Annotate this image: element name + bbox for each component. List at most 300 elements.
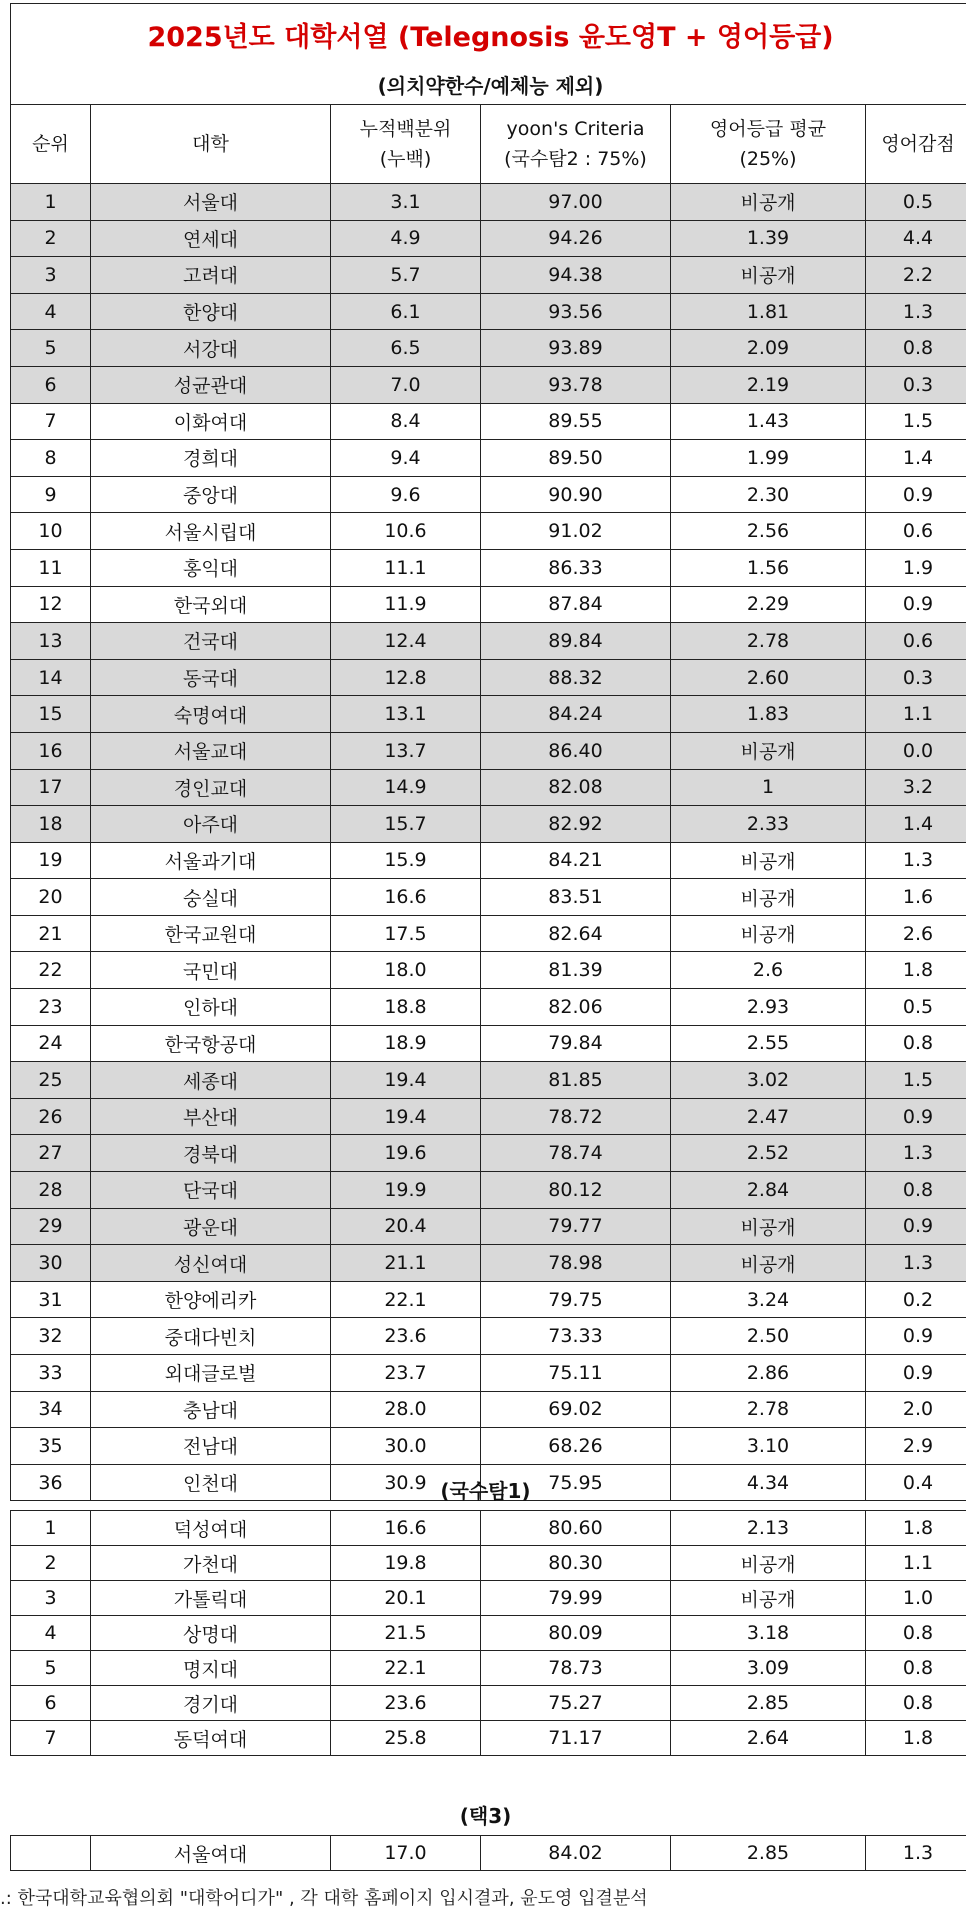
english-grade-cell: 1.43: [671, 403, 866, 440]
rank-cell: 28: [11, 1172, 91, 1209]
university-cell: 한국외대: [91, 586, 331, 623]
criteria-cell: 84.21: [481, 842, 671, 879]
rank-cell: 10: [11, 513, 91, 550]
header-pct-line2: (누백): [379, 148, 432, 170]
english-deduction-cell: 1.3: [866, 293, 966, 330]
university-cell: 경북대: [91, 1135, 331, 1172]
criteria-cell: 75.27: [481, 1686, 671, 1721]
percentile-cell: 5.7: [331, 257, 481, 294]
table-row: [11, 623, 966, 660]
english-grade-cell: 2.6: [671, 952, 866, 989]
university-cell: 단국대: [91, 1172, 331, 1209]
rank-cell: 9: [11, 476, 91, 513]
percentile-cell: 9.6: [331, 476, 481, 513]
percentile-cell: 7.0: [331, 366, 481, 403]
university-cell: 한국항공대: [91, 1025, 331, 1062]
english-deduction-cell: 1.5: [866, 1062, 966, 1099]
section3-table: [10, 1835, 966, 1871]
percentile-cell: 18.9: [331, 1025, 481, 1062]
university-cell: 동국대: [91, 659, 331, 696]
university-cell: 고려대: [91, 257, 331, 294]
table-row: [11, 879, 966, 916]
rank-cell: 34: [11, 1391, 91, 1428]
university-cell: 광운대: [91, 1208, 331, 1245]
university-cell: 상명대: [91, 1616, 331, 1651]
university-cell: 경기대: [91, 1686, 331, 1721]
table-row: [11, 1281, 966, 1318]
english-deduction-cell: 1.9: [866, 549, 966, 586]
criteria-cell: 89.84: [481, 623, 671, 660]
english-grade-cell: 비공개: [671, 732, 866, 769]
english-grade-cell: 비공개: [671, 1581, 866, 1616]
english-grade-cell: 2.13: [671, 1511, 866, 1546]
table-row: [11, 1208, 966, 1245]
university-cell: 성신여대: [91, 1245, 331, 1282]
criteria-cell: 93.56: [481, 293, 671, 330]
university-cell: 부산대: [91, 1098, 331, 1135]
criteria-cell: 78.73: [481, 1651, 671, 1686]
university-cell: 경인교대: [91, 769, 331, 806]
english-deduction-cell: 0.0: [866, 732, 966, 769]
criteria-cell: 83.51: [481, 879, 671, 916]
criteria-cell: 78.98: [481, 1245, 671, 1282]
criteria-cell: 82.06: [481, 989, 671, 1026]
source-note: .: 한국대학교육협의회 "대학어디가" , 각 대학 홈페이지 입시결과, 윤도영 입결분석: [0, 1888, 648, 1909]
criteria-cell: 84.02: [481, 1836, 671, 1871]
criteria-cell: 93.89: [481, 330, 671, 367]
english-grade-cell: 2.60: [671, 659, 866, 696]
english-grade-cell: 2.84: [671, 1172, 866, 1209]
header-pct-line1: 누적백분위: [359, 118, 452, 140]
university-cell: 인하대: [91, 989, 331, 1026]
rank-cell: 31: [11, 1281, 91, 1318]
table-row: [11, 330, 966, 367]
percentile-cell: 15.9: [331, 842, 481, 879]
english-deduction-cell: 1.3: [866, 1135, 966, 1172]
rank-cell: 6: [11, 366, 91, 403]
university-cell: 인천대: [91, 1464, 331, 1501]
rank-cell: 23: [11, 989, 91, 1026]
criteria-cell: 79.77: [481, 1208, 671, 1245]
english-deduction-cell: 0.4: [866, 1464, 966, 1501]
rank-cell: 1: [11, 184, 91, 221]
table-row: [11, 1135, 966, 1172]
rank-cell: 25: [11, 1062, 91, 1099]
english-deduction-cell: 4.4: [866, 220, 966, 257]
english-grade-cell: 2.30: [671, 476, 866, 513]
header-cumulative-percentile: [331, 105, 481, 184]
percentile-cell: 25.8: [331, 1721, 481, 1756]
criteria-cell: 78.72: [481, 1098, 671, 1135]
rank-cell: 12: [11, 586, 91, 623]
table-row: [11, 1651, 966, 1686]
rank-cell: 3: [11, 1581, 91, 1616]
rank-cell: 30: [11, 1245, 91, 1282]
english-grade-cell: 비공개: [671, 1208, 866, 1245]
table-row: [11, 806, 966, 843]
criteria-cell: 82.92: [481, 806, 671, 843]
table-row: [11, 1546, 966, 1581]
rank-cell: 6: [11, 1686, 91, 1721]
percentile-cell: 20.1: [331, 1581, 481, 1616]
table-row: [11, 1616, 966, 1651]
english-deduction-cell: 0.2: [866, 1281, 966, 1318]
criteria-cell: 80.09: [481, 1616, 671, 1651]
english-deduction-cell: 0.8: [866, 1172, 966, 1209]
rank-cell: 21: [11, 915, 91, 952]
university-cell: 아주대: [91, 806, 331, 843]
percentile-cell: 30.0: [331, 1428, 481, 1465]
percentile-cell: 23.6: [331, 1318, 481, 1355]
table-row: [11, 549, 966, 586]
university-cell: 가톨릭대: [91, 1581, 331, 1616]
university-cell: 숭실대: [91, 879, 331, 916]
rank-cell: 4: [11, 293, 91, 330]
english-deduction-cell: 2.2: [866, 257, 966, 294]
table-row: [11, 842, 966, 879]
table-row: [11, 184, 966, 221]
university-cell: 충남대: [91, 1391, 331, 1428]
criteria-cell: 79.99: [481, 1581, 671, 1616]
english-deduction-cell: 1.8: [866, 1511, 966, 1546]
english-deduction-cell: 1.4: [866, 806, 966, 843]
percentile-cell: 6.5: [331, 330, 481, 367]
criteria-cell: 71.17: [481, 1721, 671, 1756]
english-deduction-cell: 1.1: [866, 1546, 966, 1581]
english-deduction-cell: 0.9: [866, 1355, 966, 1392]
criteria-cell: 88.32: [481, 659, 671, 696]
english-deduction-cell: 0.8: [866, 1616, 966, 1651]
table-row: [11, 366, 966, 403]
english-grade-cell: 2.55: [671, 1025, 866, 1062]
table-row: [11, 989, 966, 1026]
university-cell: 홍익대: [91, 549, 331, 586]
percentile-cell: 22.1: [331, 1651, 481, 1686]
rank-cell: 35: [11, 1428, 91, 1465]
english-deduction-cell: 0.9: [866, 1098, 966, 1135]
english-deduction-cell: 1.0: [866, 1581, 966, 1616]
percentile-cell: 18.8: [331, 989, 481, 1026]
rank-cell: 27: [11, 1135, 91, 1172]
page-title: 2025년도 대학서열 (Telegnosis 윤도영T + 영어등급): [11, 4, 966, 65]
percentile-cell: 10.6: [331, 513, 481, 550]
criteria-cell: 81.39: [481, 952, 671, 989]
percentile-cell: 9.4: [331, 440, 481, 477]
english-deduction-cell: 0.9: [866, 586, 966, 623]
rank-cell: 14: [11, 659, 91, 696]
english-grade-cell: 2.19: [671, 366, 866, 403]
english-grade-cell: 4.34: [671, 1464, 866, 1501]
university-cell: 명지대: [91, 1651, 331, 1686]
table-row: [11, 1686, 966, 1721]
english-deduction-cell: 0.6: [866, 623, 966, 660]
english-grade-cell: 1.56: [671, 549, 866, 586]
english-grade-cell: 1.99: [671, 440, 866, 477]
criteria-cell: 78.74: [481, 1135, 671, 1172]
percentile-cell: 21.5: [331, 1616, 481, 1651]
english-grade-cell: 2.56: [671, 513, 866, 550]
header-university: 대학: [91, 105, 331, 184]
english-grade-cell: 2.52: [671, 1135, 866, 1172]
rank-cell: 7: [11, 1721, 91, 1756]
english-deduction-cell: 1.3: [866, 1836, 966, 1871]
table-row: [11, 1245, 966, 1282]
english-grade-cell: 2.78: [671, 623, 866, 660]
criteria-cell: 80.60: [481, 1511, 671, 1546]
university-cell: 한양대: [91, 293, 331, 330]
table-row: [11, 1355, 966, 1392]
criteria-cell: 79.84: [481, 1025, 671, 1062]
english-deduction-cell: 0.9: [866, 1208, 966, 1245]
criteria-cell: 69.02: [481, 1391, 671, 1428]
table-row: [11, 1511, 966, 1546]
university-cell: 가천대: [91, 1546, 331, 1581]
percentile-cell: 19.4: [331, 1062, 481, 1099]
rank-cell: 16: [11, 732, 91, 769]
rank-cell: 4: [11, 1616, 91, 1651]
english-deduction-cell: 2.0: [866, 1391, 966, 1428]
rank-cell: 5: [11, 330, 91, 367]
english-grade-cell: 2.85: [671, 1686, 866, 1721]
english-grade-cell: 2.86: [671, 1355, 866, 1392]
header-rank: 순위: [11, 105, 91, 184]
table-row: [11, 513, 966, 550]
university-cell: 서울시립대: [91, 513, 331, 550]
percentile-cell: 11.1: [331, 549, 481, 586]
english-deduction-cell: 1.8: [866, 952, 966, 989]
header-eng-line1: 영어등급 평균: [709, 118, 827, 140]
header-crit-line1: yoon's Criteria: [506, 118, 645, 140]
university-cell: 한국교원대: [91, 915, 331, 952]
rank-cell: 11: [11, 549, 91, 586]
criteria-cell: 82.08: [481, 769, 671, 806]
table-row: [11, 1318, 966, 1355]
table-row: [11, 1721, 966, 1756]
percentile-cell: 23.6: [331, 1686, 481, 1721]
university-cell: 덕성여대: [91, 1511, 331, 1546]
criteria-cell: 97.00: [481, 184, 671, 221]
rank-cell: 5: [11, 1651, 91, 1686]
table-row: [11, 659, 966, 696]
english-grade-cell: 비공개: [671, 1546, 866, 1581]
english-deduction-cell: 0.8: [866, 330, 966, 367]
english-deduction-cell: 0.9: [866, 1318, 966, 1355]
university-cell: 동덕여대: [91, 1721, 331, 1756]
table-row: [11, 586, 966, 623]
percentile-cell: 22.1: [331, 1281, 481, 1318]
section2-table: [10, 1510, 966, 1756]
english-deduction-cell: 0.9: [866, 476, 966, 513]
university-cell: 중대다빈치: [91, 1318, 331, 1355]
rank-cell: 1: [11, 1511, 91, 1546]
english-grade-cell: 비공개: [671, 184, 866, 221]
percentile-cell: 4.9: [331, 220, 481, 257]
percentile-cell: 8.4: [331, 403, 481, 440]
criteria-cell: 94.38: [481, 257, 671, 294]
table-row: [11, 1581, 966, 1616]
percentile-cell: 12.8: [331, 659, 481, 696]
header-eng-line2: (25%): [739, 148, 797, 170]
english-grade-cell: 비공개: [671, 915, 866, 952]
rank-cell: 15: [11, 696, 91, 733]
english-grade-cell: 2.33: [671, 806, 866, 843]
percentile-cell: 13.1: [331, 696, 481, 733]
section-title-choose3: (택3): [459, 1804, 512, 1828]
english-grade-cell: 3.18: [671, 1616, 866, 1651]
university-cell: 서울대: [91, 184, 331, 221]
rank-cell: 13: [11, 623, 91, 660]
english-deduction-cell: 1.3: [866, 842, 966, 879]
rank-cell: [11, 1836, 91, 1871]
table-row: [11, 1025, 966, 1062]
table-row: [11, 915, 966, 952]
english-grade-cell: 2.78: [671, 1391, 866, 1428]
percentile-cell: 28.0: [331, 1391, 481, 1428]
percentile-cell: 19.4: [331, 1098, 481, 1135]
rank-cell: 3: [11, 257, 91, 294]
english-grade-cell: 2.29: [671, 586, 866, 623]
table-row: [11, 440, 966, 477]
english-grade-cell: 2.50: [671, 1318, 866, 1355]
rank-cell: 7: [11, 403, 91, 440]
percentile-cell: 20.4: [331, 1208, 481, 1245]
english-deduction-cell: 1.4: [866, 440, 966, 477]
percentile-cell: 21.1: [331, 1245, 481, 1282]
table-row: [11, 952, 966, 989]
university-cell: 서울여대: [91, 1836, 331, 1871]
section-title-korean-math-inquiry1: (국수탐1): [440, 1479, 531, 1503]
criteria-cell: 81.85: [481, 1062, 671, 1099]
criteria-cell: 93.78: [481, 366, 671, 403]
rank-cell: 18: [11, 806, 91, 843]
rank-cell: 17: [11, 769, 91, 806]
criteria-cell: 68.26: [481, 1428, 671, 1465]
rank-cell: 32: [11, 1318, 91, 1355]
table-row: [11, 1391, 966, 1428]
english-deduction-cell: 0.3: [866, 366, 966, 403]
table-row: [11, 1172, 966, 1209]
table-row: [11, 476, 966, 513]
criteria-cell: 82.64: [481, 915, 671, 952]
english-deduction-cell: 2.6: [866, 915, 966, 952]
criteria-cell: 84.24: [481, 696, 671, 733]
english-deduction-cell: 0.8: [866, 1686, 966, 1721]
university-cell: 중앙대: [91, 476, 331, 513]
percentile-cell: 30.9: [331, 1464, 481, 1501]
criteria-cell: 86.33: [481, 549, 671, 586]
rank-cell: 24: [11, 1025, 91, 1062]
percentile-cell: 19.6: [331, 1135, 481, 1172]
table-row: [11, 696, 966, 733]
header-criteria: [481, 105, 671, 184]
english-grade-cell: 2.93: [671, 989, 866, 1026]
percentile-cell: 12.4: [331, 623, 481, 660]
criteria-cell: 89.50: [481, 440, 671, 477]
english-deduction-cell: 1.3: [866, 1245, 966, 1282]
table-row: [11, 1836, 966, 1871]
criteria-cell: 89.55: [481, 403, 671, 440]
percentile-cell: 3.1: [331, 184, 481, 221]
rank-cell: 8: [11, 440, 91, 477]
percentile-cell: 14.9: [331, 769, 481, 806]
criteria-cell: 86.40: [481, 732, 671, 769]
english-grade-cell: 비공개: [671, 1245, 866, 1282]
university-cell: 건국대: [91, 623, 331, 660]
university-cell: 외대글로벌: [91, 1355, 331, 1392]
university-cell: 서울과기대: [91, 842, 331, 879]
percentile-cell: 15.7: [331, 806, 481, 843]
rank-cell: 22: [11, 952, 91, 989]
english-deduction-cell: 0.5: [866, 989, 966, 1026]
percentile-cell: 23.7: [331, 1355, 481, 1392]
rank-cell: 26: [11, 1098, 91, 1135]
rank-cell: 33: [11, 1355, 91, 1392]
table-row: [11, 732, 966, 769]
english-deduction-cell: 1.1: [866, 696, 966, 733]
university-cell: 서울교대: [91, 732, 331, 769]
percentile-cell: 19.8: [331, 1546, 481, 1581]
table-row: [11, 403, 966, 440]
english-grade-cell: 3.02: [671, 1062, 866, 1099]
university-cell: 세종대: [91, 1062, 331, 1099]
university-cell: 숙명여대: [91, 696, 331, 733]
percentile-cell: 11.9: [331, 586, 481, 623]
criteria-cell: 90.90: [481, 476, 671, 513]
english-deduction-cell: 0.8: [866, 1025, 966, 1062]
table-row: [11, 220, 966, 257]
english-deduction-cell: 2.9: [866, 1428, 966, 1465]
english-grade-cell: 비공개: [671, 257, 866, 294]
english-grade-cell: 1.39: [671, 220, 866, 257]
criteria-cell: 94.26: [481, 220, 671, 257]
english-grade-cell: 3.10: [671, 1428, 866, 1465]
english-deduction-cell: 0.8: [866, 1651, 966, 1686]
percentile-cell: 18.0: [331, 952, 481, 989]
english-grade-cell: 비공개: [671, 842, 866, 879]
english-deduction-cell: 0.5: [866, 184, 966, 221]
english-grade-cell: 3.24: [671, 1281, 866, 1318]
university-cell: 성균관대: [91, 366, 331, 403]
english-grade-cell: 2.64: [671, 1721, 866, 1756]
percentile-cell: 16.6: [331, 1511, 481, 1546]
percentile-cell: 19.9: [331, 1172, 481, 1209]
university-cell: 연세대: [91, 220, 331, 257]
english-grade-cell: 3.09: [671, 1651, 866, 1686]
english-grade-cell: 2.47: [671, 1098, 866, 1135]
table-header-row: [11, 105, 966, 184]
english-deduction-cell: 1.6: [866, 879, 966, 916]
english-grade-cell: 1.81: [671, 293, 866, 330]
rank-cell: 20: [11, 879, 91, 916]
rank-cell: 19: [11, 842, 91, 879]
criteria-cell: 79.75: [481, 1281, 671, 1318]
header-crit-line2: (국수탐2 : 75%): [504, 148, 647, 170]
university-cell: 경희대: [91, 440, 331, 477]
percentile-cell: 6.1: [331, 293, 481, 330]
criteria-cell: 80.30: [481, 1546, 671, 1581]
university-cell: 전남대: [91, 1428, 331, 1465]
criteria-cell: 91.02: [481, 513, 671, 550]
percentile-cell: 16.6: [331, 879, 481, 916]
percentile-cell: 13.7: [331, 732, 481, 769]
rank-cell: 36: [11, 1464, 91, 1501]
english-deduction-cell: 3.2: [866, 769, 966, 806]
english-deduction-cell: 0.6: [866, 513, 966, 550]
criteria-cell: 87.84: [481, 586, 671, 623]
table-row: [11, 1428, 966, 1465]
table-row: [11, 1062, 966, 1099]
main-ranking-table: [10, 3, 966, 1501]
